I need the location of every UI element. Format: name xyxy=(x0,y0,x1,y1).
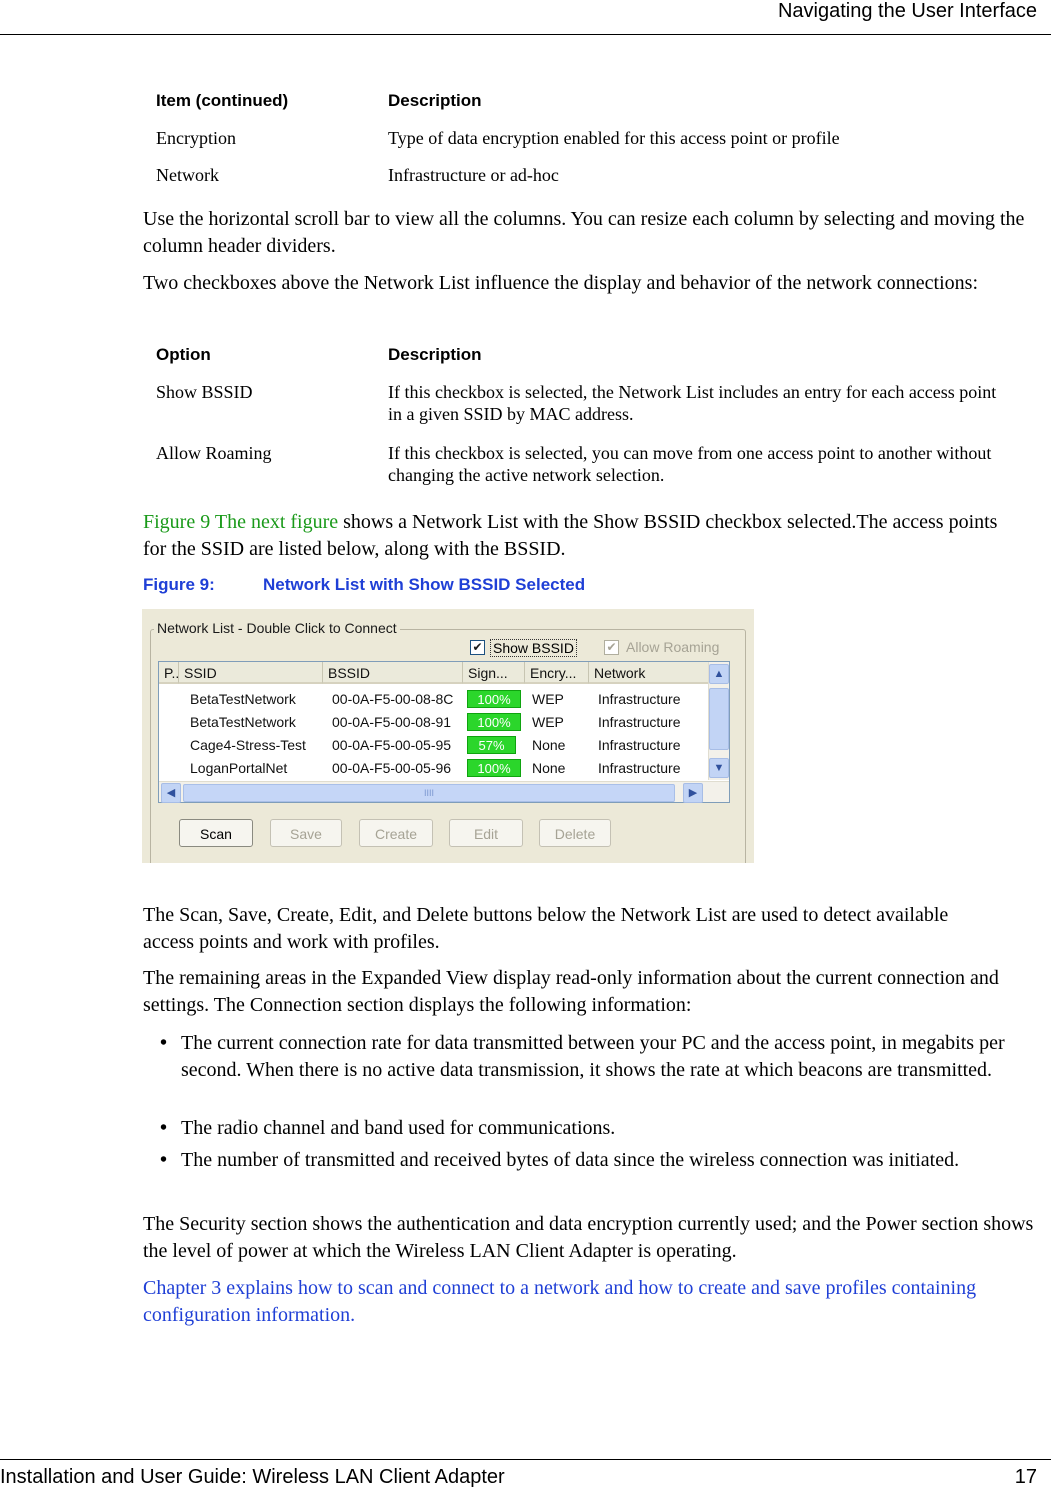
allow-roaming-label: Allow Roaming xyxy=(626,639,720,655)
column-header-ssid[interactable]: SSID xyxy=(179,662,323,684)
scroll-up-arrow-icon[interactable]: ▲ xyxy=(709,664,729,684)
row-signal-bar: 100% xyxy=(467,713,521,731)
item-table-header-item: Item (continued) xyxy=(156,91,289,110)
paragraph-figure-intro xyxy=(143,509,1013,563)
bullet-marker: • xyxy=(160,1032,168,1054)
show-bssid-label: Show BSSID xyxy=(490,639,577,657)
row-ssid[interactable]: BetaTestNetwork xyxy=(190,714,296,730)
scroll-right-arrow-icon[interactable]: ▶ xyxy=(683,783,703,803)
paragraph-buttons: The Scan, Save, Create, Edit, and Delete buttons below the Network List are used to detect available access points and work with profiles. xyxy=(143,904,949,953)
option-table-header-option: Option xyxy=(156,345,211,364)
paragraph-security-power: The Security section shows the authentication and data encryption currently used; and the Power section shows the level of power at which the Wireless LAN Client Adapter is operating. xyxy=(143,1213,1034,1262)
footer-rule xyxy=(0,1459,1051,1460)
scroll-down-arrow-icon[interactable]: ▼ xyxy=(709,758,729,778)
figure-caption-number: Figure 9: xyxy=(143,575,215,594)
row-bssid: 00-0A-F5-00-08-91 xyxy=(332,714,452,730)
header-rule xyxy=(0,34,1051,35)
option-table-cell: Allow Roaming xyxy=(156,443,272,463)
option-table-cell: Show BSSID xyxy=(156,382,253,402)
save-button[interactable]: Save xyxy=(270,819,342,847)
item-table-cell: Network xyxy=(156,165,219,185)
next-figure-link[interactable]: The next figure xyxy=(214,511,339,533)
scroll-left-arrow-icon[interactable]: ◀ xyxy=(161,783,181,803)
column-header-encryption[interactable]: Encry... xyxy=(525,662,589,684)
row-network: Infrastructure xyxy=(598,760,681,776)
row-encryption: None xyxy=(532,760,566,776)
figure-caption-title: Network List with Show BSSID Selected xyxy=(263,575,586,594)
column-header-bssid[interactable]: BSSID xyxy=(323,662,463,684)
column-header-network[interactable]: Network xyxy=(589,662,709,684)
page-number: 17 xyxy=(1014,1466,1037,1488)
row-bssid: 00-0A-F5-00-08-8C xyxy=(332,691,454,707)
row-encryption: WEP xyxy=(532,691,564,707)
delete-button[interactable]: Delete xyxy=(539,819,611,847)
paragraph-checkboxes: Two checkboxes above the Network List influence the display and behavior of the network connections: xyxy=(143,272,979,294)
network-list-screenshot xyxy=(142,609,754,863)
row-signal-bar: 100% xyxy=(467,690,521,708)
bullet-marker: • xyxy=(160,1117,168,1139)
row-network: Infrastructure xyxy=(598,691,681,707)
scan-button[interactable]: Scan xyxy=(179,819,253,847)
row-encryption: WEP xyxy=(532,714,564,730)
figure-9-link[interactable]: Figure 9 xyxy=(143,511,211,533)
running-header-title: Navigating the User Interface xyxy=(777,0,1037,22)
horizontal-scrollbar[interactable] xyxy=(159,781,729,802)
chapter-3-link[interactable]: Chapter 3 explains how to scan and connect to a network and how to create and save profiles containing configuration information. xyxy=(143,1277,977,1326)
bullet-radio-channel: The radio channel and band used for communications. xyxy=(181,1117,616,1139)
bullet-marker: • xyxy=(160,1149,168,1171)
vertical-scroll-thumb[interactable] xyxy=(709,688,729,750)
row-signal-bar: 57% xyxy=(467,736,516,754)
item-table-header-description: Description xyxy=(388,91,482,110)
item-table-cell: Infrastructure or ad-hoc xyxy=(388,165,559,185)
horizontal-scroll-thumb[interactable]: IIII xyxy=(183,784,675,802)
row-bssid: 00-0A-F5-00-05-95 xyxy=(332,737,452,753)
option-table-cell: If this checkbox is selected, the Network List includes an entry for each access point in a given SSID by MAC address. xyxy=(388,382,997,424)
bullet-connection-rate: The current connection rate for data transmitted between your PC and the access point, in megabits per second. When there is no active data transmission, it shows the rate at which beacons are transmitted. xyxy=(181,1032,1005,1081)
option-table-cell: If this checkbox is selected, you can move from one access point to another without changing the active network selection. xyxy=(388,443,992,485)
row-encryption: None xyxy=(532,737,566,753)
footer-guide-title: Installation and User Guide: Wireless LAN Client Adapter xyxy=(0,1466,505,1488)
row-ssid[interactable]: BetaTestNetwork xyxy=(190,691,296,707)
allow-roaming-checkbox[interactable]: ✔ xyxy=(604,640,619,655)
create-button[interactable]: Create xyxy=(359,819,433,847)
row-ssid[interactable]: Cage4-Stress-Test xyxy=(190,737,306,753)
column-header-profile[interactable]: P.. xyxy=(159,662,179,684)
network-list[interactable] xyxy=(158,661,730,803)
row-network: Infrastructure xyxy=(598,714,681,730)
network-list-group-title: Network List - Double Click to Connect xyxy=(154,620,400,636)
vertical-scrollbar[interactable] xyxy=(708,662,729,780)
row-bssid: 00-0A-F5-00-05-96 xyxy=(332,760,452,776)
row-network: Infrastructure xyxy=(598,737,681,753)
bullet-bytes: The number of transmitted and received bytes of data since the wireless connection was initiated. xyxy=(181,1149,960,1171)
paragraph-expanded-view: The remaining areas in the Expanded View display read-only information about the current connection and settings. The Connection section displays the following information: xyxy=(143,967,999,1016)
option-table-header-description: Description xyxy=(388,345,482,364)
row-signal-bar: 100% xyxy=(467,759,521,777)
item-table-cell: Type of data encryption enabled for this access point or profile xyxy=(388,128,840,148)
column-header-signal[interactable]: Sign... xyxy=(463,662,525,684)
edit-button[interactable]: Edit xyxy=(449,819,523,847)
paragraph-scrollbar: Use the horizontal scroll bar to view all the columns. You can resize each column by selecting and moving the column header dividers. xyxy=(143,208,1025,257)
paragraph-figure-intro-text: shows a Network List with the Show BSSID checkbox selected.The access points for the SSID are listed below, along with the BSSID. xyxy=(143,511,998,560)
row-ssid[interactable]: LoganPortalNet xyxy=(190,760,288,776)
show-bssid-checkbox[interactable]: ✔ xyxy=(470,640,485,655)
item-table-cell: Encryption xyxy=(156,128,236,148)
